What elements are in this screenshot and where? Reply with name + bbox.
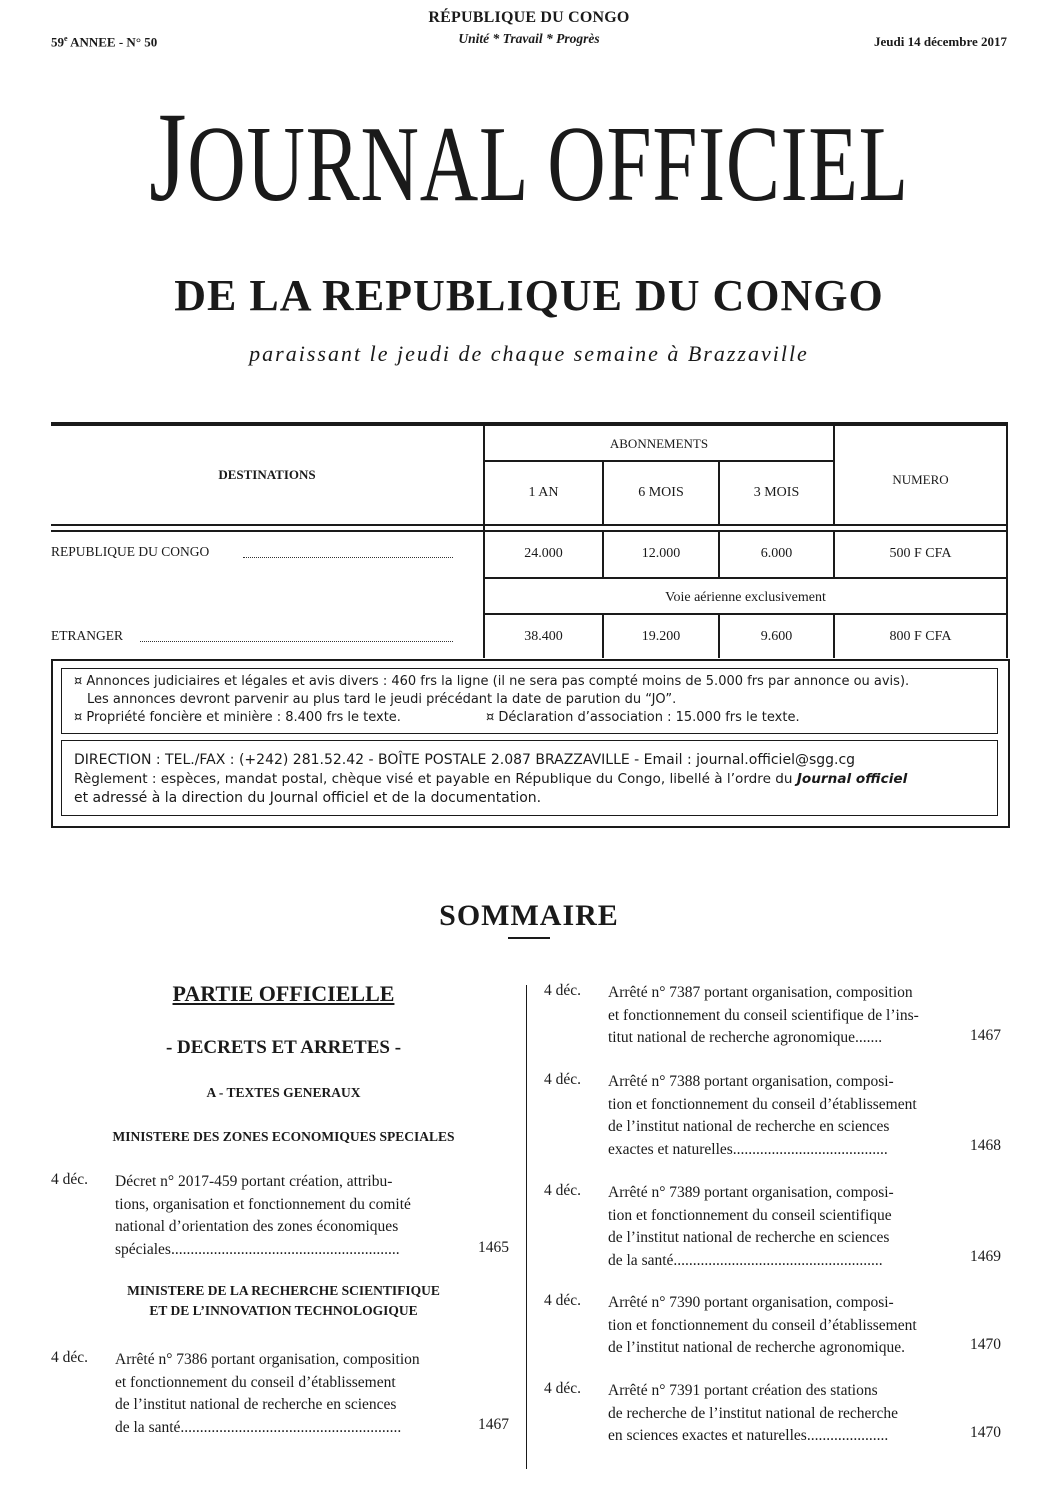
entry-line: tions, organisation et fonctionnement du comité [115,1195,411,1213]
entry-line: de l’institut national de recherche en sciences [115,1396,397,1413]
entry-page: 1468 [970,1137,1001,1154]
issue-date: Jeudi 14 décembre 2017 [874,34,1007,49]
entry-line: Arrêté n° 7390 portant organisation, composi- [608,1294,894,1311]
numero-header: NUMERO [892,472,949,487]
republic-heading: RÉPUBLIQUE DU CONGO [428,9,630,26]
entry-line: et fonctionnement du conseil scientifique de l’ins- [608,1006,919,1024]
table-rule [483,460,835,462]
ministry-heading: ET DE L’INNOVATION TECHNOLOGIQUE [149,1303,418,1318]
issue-number [51,34,157,50]
entry-line: Arrêté n° 7391 portant création des stations [608,1382,878,1399]
notice-line-2: Les annonces devront parvenir au plus tard le jeudi précédant la date de parution du “JO”. [87,692,677,707]
dot-leader [243,557,453,558]
entry-page: 1465 [478,1239,509,1256]
entry-line: exactes et naturelles........................................ [608,1140,888,1158]
entry-line: de la santé......................................................... [115,1418,402,1436]
issue-label: ANNEE - N° 50 [67,34,158,50]
entry-date: 4 déc. [51,1171,89,1188]
entry-line: national d’orientation des zones économiques [115,1218,399,1235]
publication-tagline: paraissant le jeudi de chaque semaine à Brazzaville [249,341,809,366]
destinations-header: DESTINATIONS [218,467,316,482]
title-initial: J [149,86,188,228]
toc-entry [115,1171,460,1261]
entry-line: de recherche de l’institut national de recherche [608,1404,899,1422]
dot-leader [140,641,453,642]
entry-line: et fonctionnement du conseil d’établissement [115,1373,396,1391]
entry-line: Décret n° 2017-459 portant création, attribu- [115,1173,393,1190]
sommaire-underline [508,937,550,939]
table-rule [483,613,1008,615]
textes-generaux-heading: A - TEXTES GENERAUX [206,1085,361,1100]
decrets-heading: - DECRETS ET ARRETES - [165,1037,402,1058]
numero-price: 800 F CFA [889,629,952,644]
period-3-months: 3 MOIS [753,485,800,500]
national-motto: Unité * Travail * Progrès [458,31,600,46]
entry-date: 4 déc. [544,1071,582,1088]
price-cell: 6.000 [760,546,793,561]
entry-line: Arrêté n° 7389 portant organisation, composi- [608,1184,894,1201]
partie-officielle-heading: PARTIE OFFICIELLE [172,981,395,1006]
abonnements-header: ABONNEMENTS [609,436,709,451]
entry-line: Arrêté n° 7387 portant organisation, composition [608,984,913,1001]
year-number: 59 [51,34,64,50]
entry-date: 4 déc. [544,1182,582,1199]
table-rule [51,530,1008,532]
entry-line: spéciales........................................................... [115,1240,400,1258]
price-cell: 38.400 [524,629,563,644]
entry-date: 4 déc. [51,1349,89,1366]
period-6-months: 6 MOIS [638,485,684,500]
destination-congo: REPUBLIQUE DU CONGO [51,544,210,559]
table-rule [51,524,1008,526]
entry-line: Arrêté n° 7386 portant organisation, composition [115,1351,420,1368]
sommaire-title: SOMMAIRE [439,899,619,932]
price-cell: 19.200 [641,629,681,644]
destination-foreign: ETRANGER [51,628,123,643]
price-cell: 24.000 [524,546,563,561]
year-superscript: e [64,34,68,43]
ministry-heading: MINISTERE DE LA RECHERCHE SCIENTIFIQUE [127,1283,440,1298]
entry-page: 1467 [970,1027,1001,1044]
notice-association: ¤ Déclaration d’association : 15.000 frs le texte. [486,710,800,725]
payment-address: et adressé à la direction du Journal officiel et de la documentation. [74,790,542,806]
entry-line: tion et fonctionnement du conseil d’établissement [608,1095,917,1113]
entry-date: 4 déc. [544,982,582,999]
toc-entry [115,1349,460,1439]
numero-price: 500 F CFA [889,546,952,561]
journal-subtitle: DE LA REPUBLIQUE DU CONGO [174,271,884,320]
entry-page: 1469 [970,1248,1001,1265]
notice-property: ¤ Propriété foncière et minière : 8.400 frs le texte. [74,710,401,725]
entry-line: tion et fonctionnement du conseil d’établissement [608,1316,917,1334]
price-cell: 9.600 [760,629,793,644]
entry-page: 1467 [478,1416,509,1433]
ministry-heading: MINISTERE DES ZONES ECONOMIQUES SPECIALES [112,1129,455,1144]
payment-terms [74,770,907,789]
air-mail-note: Voie aérienne exclusivement [665,590,826,605]
column-separator [526,985,527,1469]
entry-page: 1470 [970,1424,1001,1441]
toc-entry [608,1292,958,1360]
entry-line: de l’institut national de recherche en sciences [608,1229,890,1246]
entry-page: 1470 [970,1336,1001,1353]
journal-title [132,86,926,228]
table-top-rule [51,422,1008,426]
payment-journal-name: Journal officiel [796,771,908,787]
period-1-year: 1 AN [528,485,559,500]
toc-entry [608,1071,958,1161]
entry-line: Arrêté n° 7388 portant organisation, composi- [608,1073,894,1090]
entry-line: de la santé...................................................... [608,1251,883,1269]
notice-line-1: ¤ Annonces judiciaires et légales et avis divers : 460 frs la ligne (il ne sera pas compté moins de 5.000 frs par annonce ou avis). [74,674,910,689]
direction-contact: DIRECTION : TEL./FAX : (+242) 281.52.42 - BOÎTE POSTALE 2.087 BRAZZAVILLE - Email : journal.officiel@sgg.cg [74,752,856,768]
entry-date: 4 déc. [544,1292,582,1309]
price-cell: 12.000 [641,546,681,561]
toc-entry [608,982,958,1050]
toc-entry [608,1380,958,1448]
table-rule [483,577,1008,579]
entry-line: tion et fonctionnement du conseil scientifique [608,1206,892,1224]
entry-line: de l’institut national de recherche agronomique. [608,1339,905,1356]
entry-line: titut national de recherche agronomique....... [608,1029,883,1046]
payment-text: Règlement : espèces, mandat postal, chèque visé et payable en République du Congo, libellé à l’ordre du [74,771,797,787]
entry-line: de l’institut national de recherche en sciences [608,1118,890,1135]
title-rest: OURNAL OFFICIEL [187,105,909,224]
toc-entry [608,1182,958,1272]
entry-date: 4 déc. [544,1380,582,1397]
entry-line: en sciences exactes et naturelles..................... [608,1427,889,1444]
table-divider [1006,426,1008,658]
